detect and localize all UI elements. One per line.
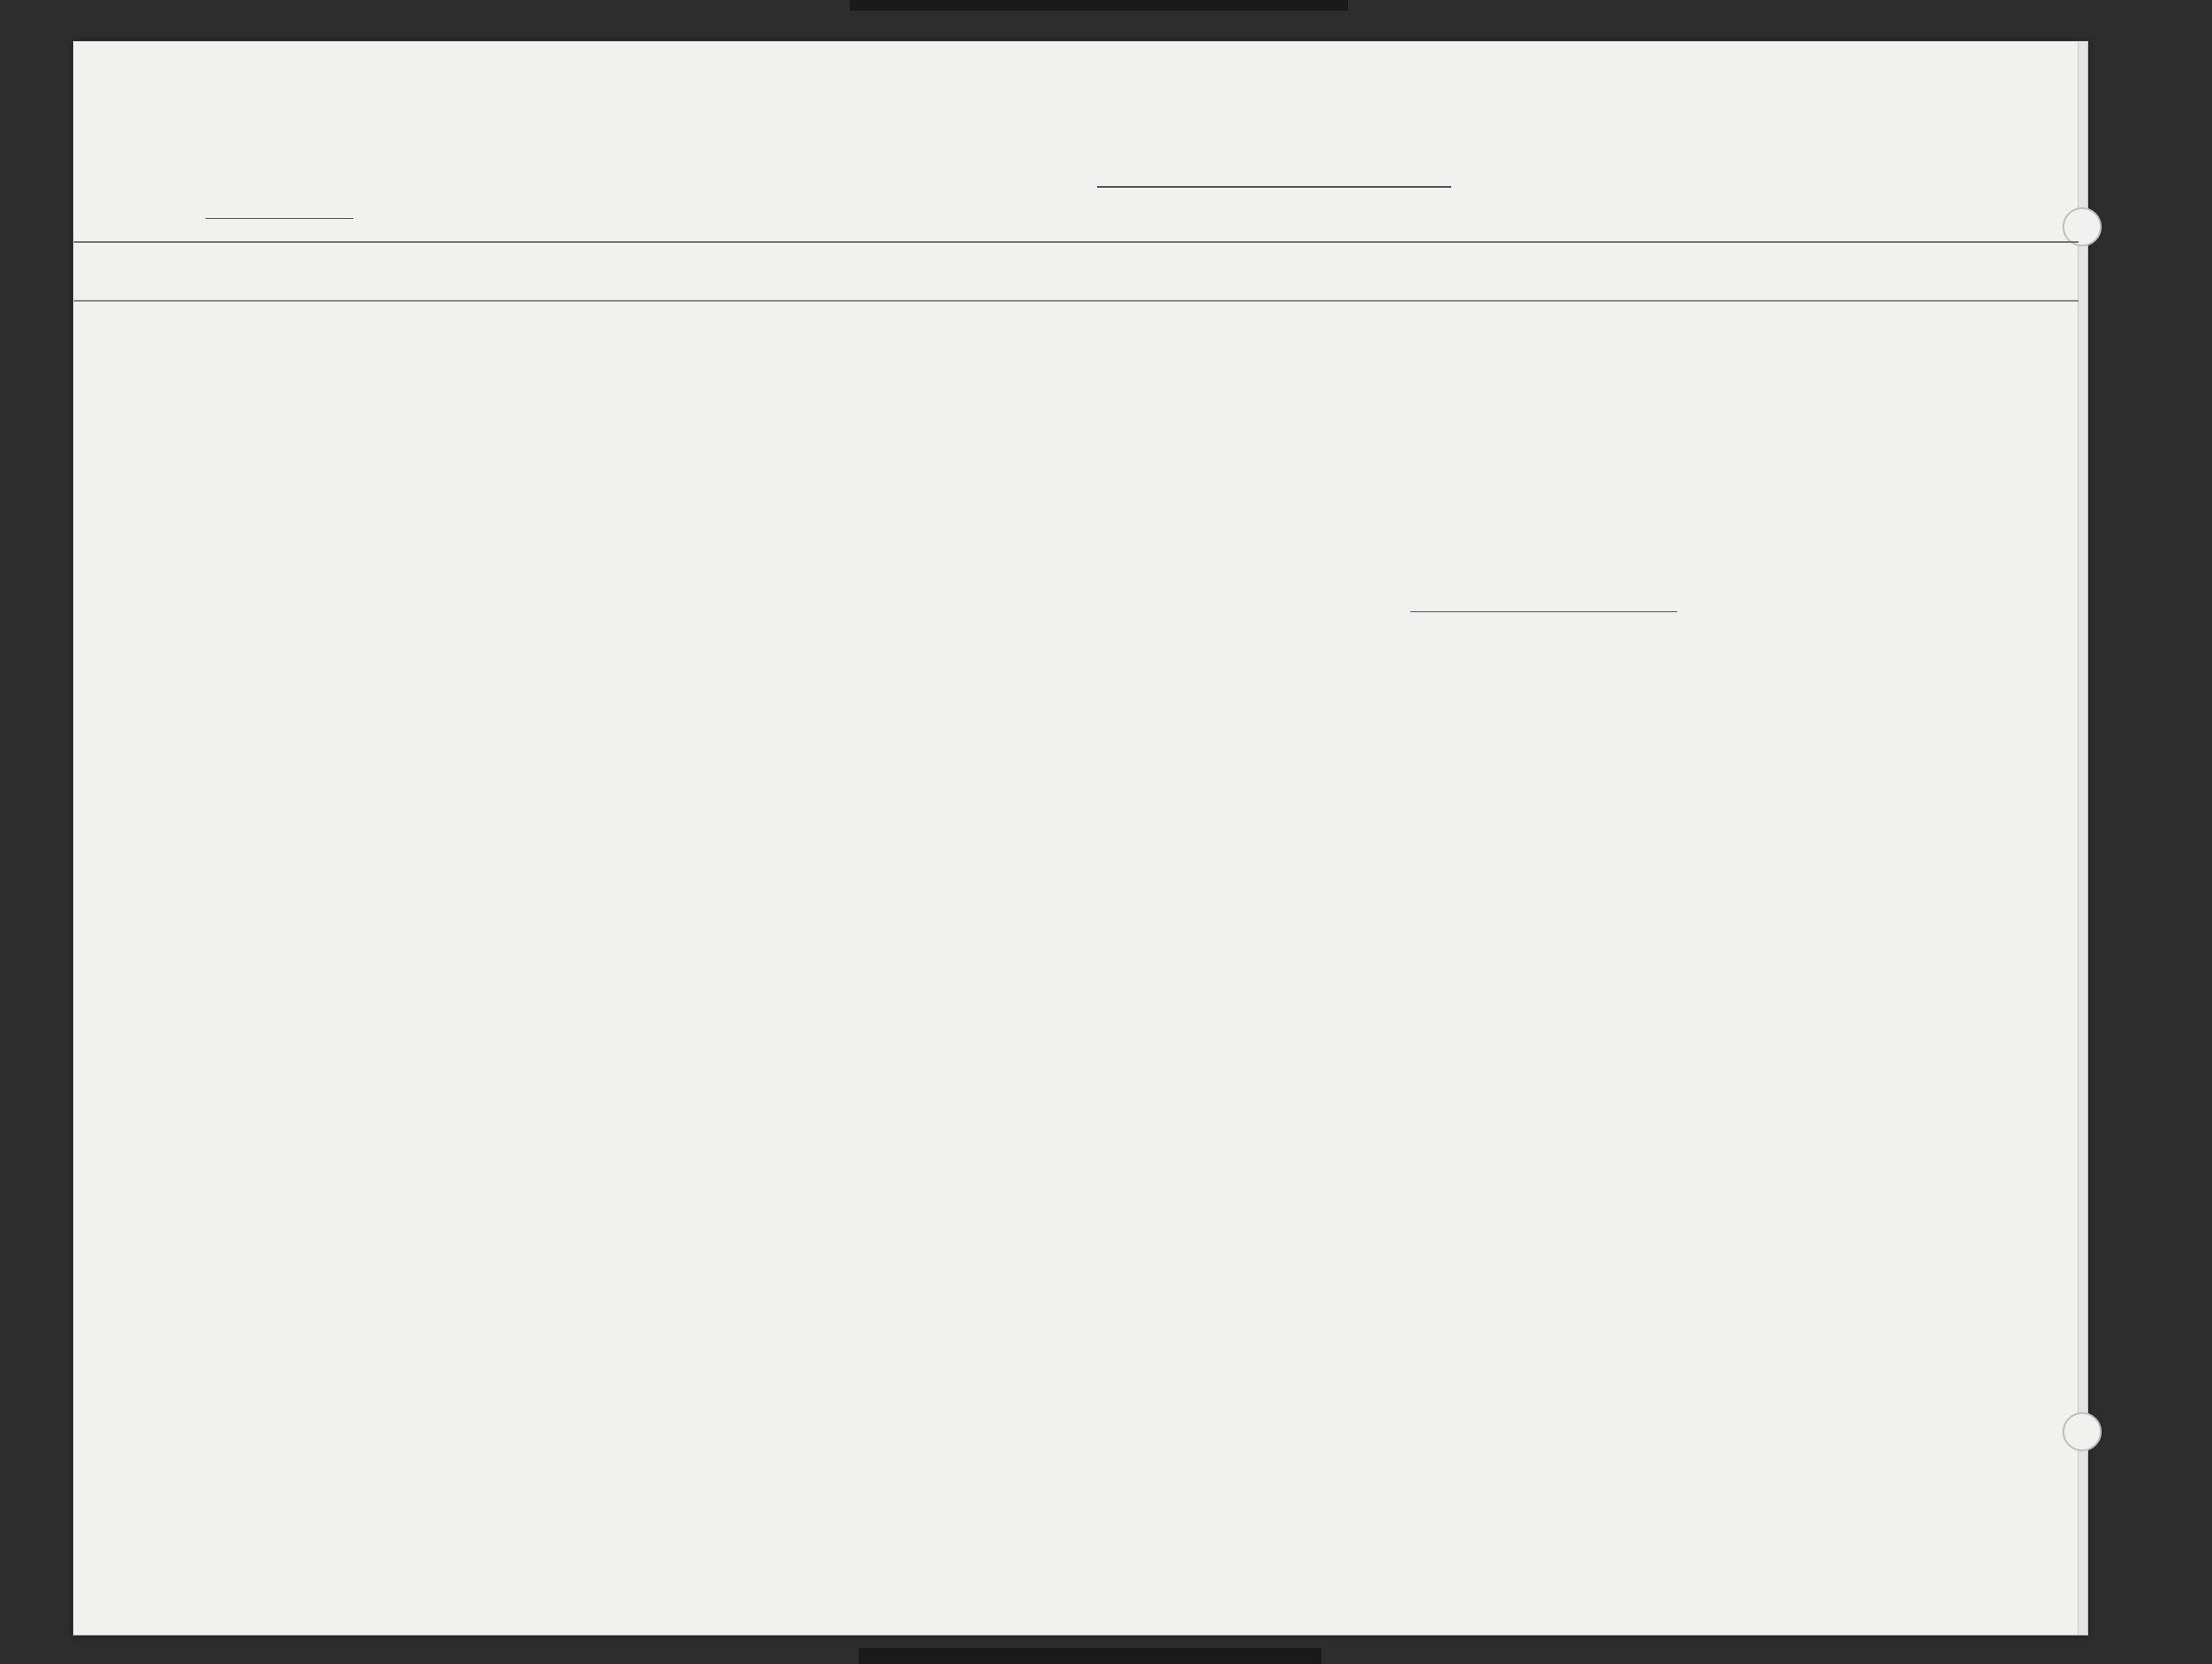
cemetery-underline xyxy=(1097,186,1451,188)
remarks-underline xyxy=(1410,611,1677,612)
page-edge xyxy=(2078,42,2087,1635)
folder-tab-top xyxy=(850,0,1348,11)
folder-tab-bottom xyxy=(859,1648,1321,1664)
header-bottom-rule xyxy=(74,300,2079,302)
year-underline xyxy=(206,218,353,219)
table-top-rule xyxy=(74,241,2079,243)
register-page xyxy=(73,41,2088,1636)
binder-ring-bottom xyxy=(2063,1412,2102,1451)
